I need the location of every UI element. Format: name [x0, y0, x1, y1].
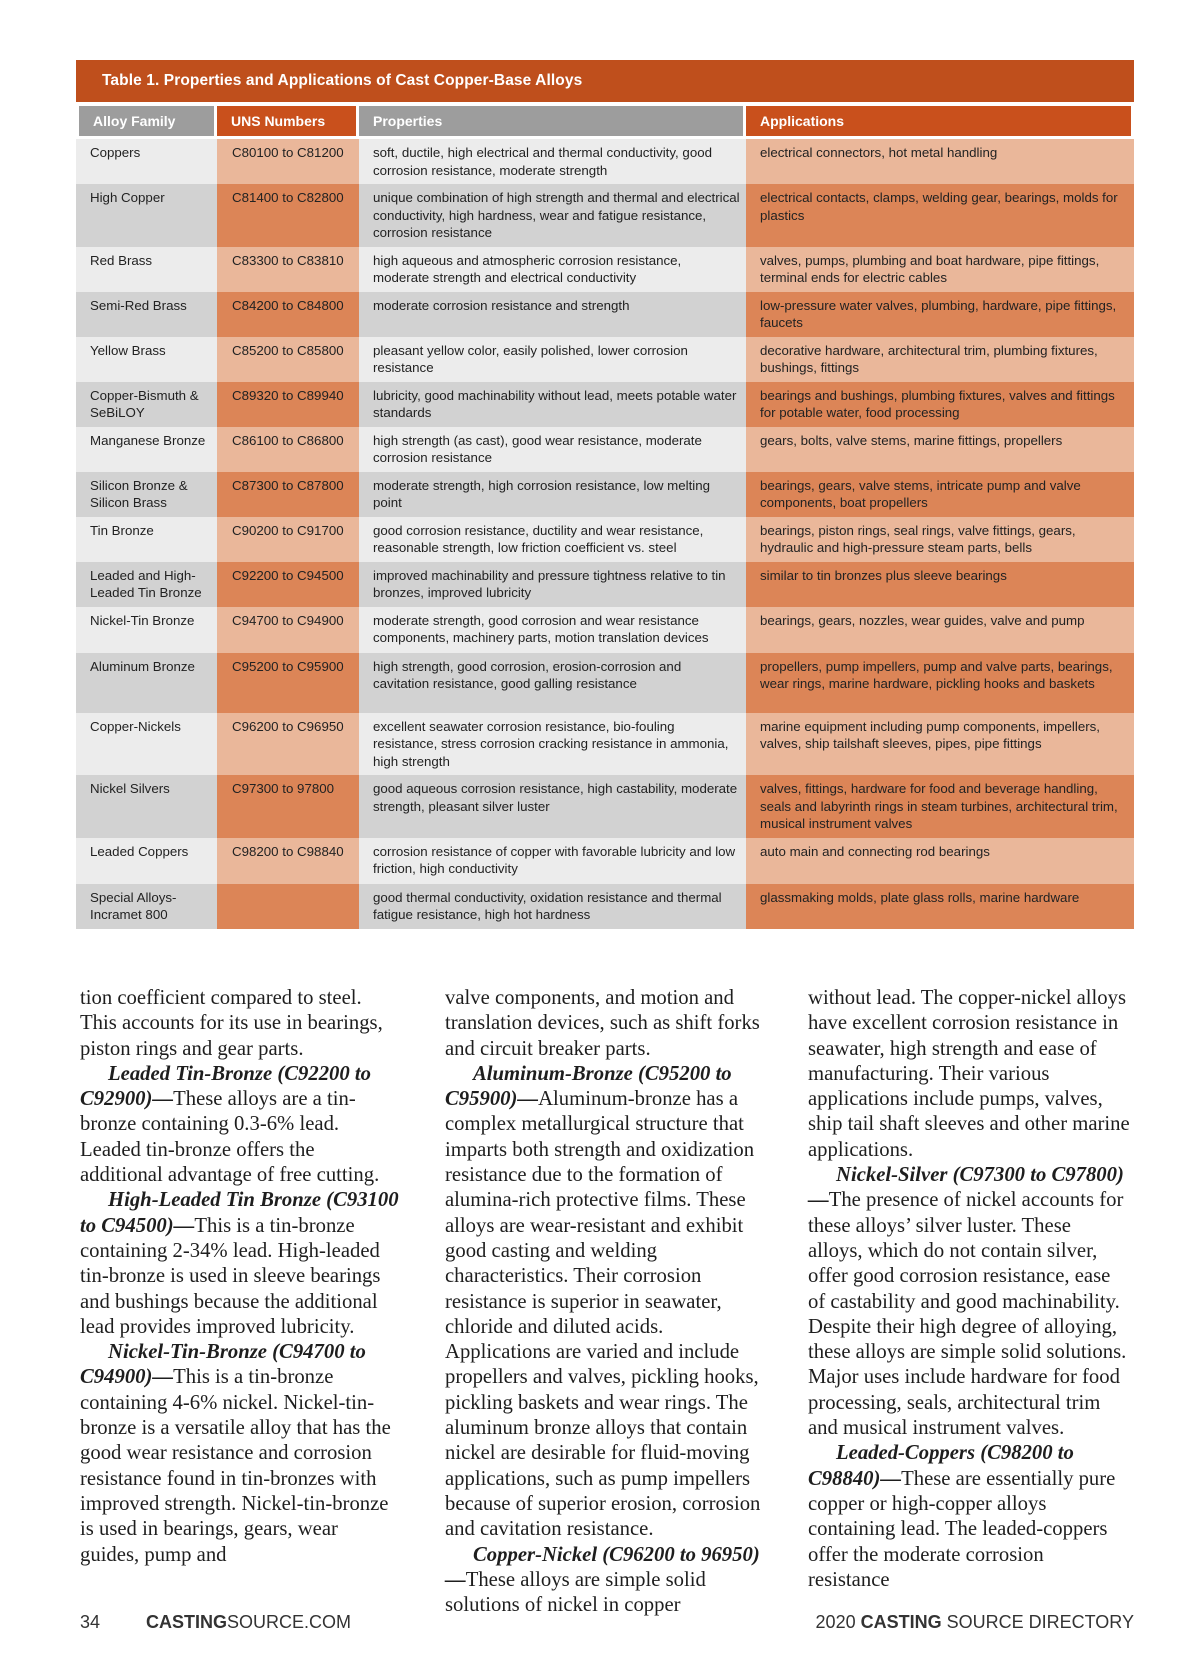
cell-uns-numbers: C95200 to C95900 — [217, 653, 359, 713]
paragraph-text: These alloys are simple solid solutions of nickel in copper — [445, 1568, 706, 1617]
table-row — [76, 382, 1134, 427]
cell-uns-numbers: C98200 to C98840 — [217, 838, 359, 884]
cell-properties: pleasant yellow color, easily polished, lower corrosion resistance — [359, 337, 746, 382]
table-row — [76, 653, 1134, 713]
footer-dir-bold: CASTING — [860, 1612, 942, 1632]
footer-site-bold: CASTING — [146, 1612, 227, 1632]
paragraph-text: Aluminum-bronze has a complex metallurgical structure that imparts both strength and oxidization resistance due to the formation of alumina-rich protective films. These alloys are wear-resistant and exhibit good casting and welding characteristics. Their corrosion resistance is superior in seawater, chloride and diluted acids. Applications are varied and include propellers and valves, pickling hooks, pickling baskets and wear rings. The aluminum bronze alloys that contain nickel are desirable for fluid-moving applications, such as pump impellers because of superior erosion, corrosion and cavitation resistance. — [445, 1088, 761, 1541]
cell-uns-numbers: C94700 to C94900 — [217, 607, 359, 653]
paragraph-heading: High-Leaded Tin Bronze (C93100 to C94500)— — [80, 1189, 399, 1237]
cell-uns-numbers — [217, 884, 359, 929]
cell-applications: glassmaking molds, plate glass rolls, marine hardware — [746, 884, 1134, 929]
cell-properties: soft, ductile, high electrical and thermal conductivity, good corrosion resistance, moderate strength — [359, 139, 746, 184]
paragraph-text: tion coefficient compared to steel. This accounts for its use in bearings, piston rings and gear parts. — [80, 987, 383, 1060]
cell-applications: valves, pumps, plumbing and boat hardware, pipe fittings, terminal ends for electric cables — [746, 247, 1134, 292]
cell-alloy-family: Leaded and High-Leaded Tin Bronze — [76, 562, 217, 607]
footer-site-rest: SOURCE.COM — [227, 1612, 352, 1632]
cell-uns-numbers: C96200 to C96950 — [217, 713, 359, 776]
header-uns-numbers: UNS Numbers — [217, 106, 359, 139]
table-header-row — [76, 106, 1134, 139]
cell-properties: moderate corrosion resistance and strength — [359, 292, 746, 337]
article-paragraph — [445, 1062, 767, 1543]
cell-properties: high strength, good corrosion, erosion-corrosion and cavitation resistance, good galling resistance — [359, 653, 746, 713]
footer-dir-rest: SOURCE DIRECTORY — [946, 1612, 1134, 1632]
cell-alloy-family: Yellow Brass — [76, 337, 217, 382]
cell-uns-numbers: C81400 to C82800 — [217, 184, 359, 247]
cell-uns-numbers: C97300 to 97800 — [217, 775, 359, 838]
cell-applications: propellers, pump impellers, pump and valve parts, bearings, wear rings, marine hardware, pickling hooks and baskets — [746, 653, 1134, 713]
paragraph-heading: Nickel-Silver (C97300 to C97800)— — [808, 1164, 1124, 1212]
cell-properties: unique combination of high strength and thermal and electrical conductivity, high hardness, wear and fatigue resistance, corrosion resistance — [359, 184, 746, 247]
table-row — [76, 184, 1134, 247]
table-row — [76, 472, 1134, 517]
cell-uns-numbers: C90200 to C91700 — [217, 517, 359, 562]
cell-properties: corrosion resistance of copper with favorable lubricity and low friction, high conductivity — [359, 838, 746, 884]
cell-alloy-family: High Copper — [76, 184, 217, 247]
page-number: 34 — [80, 1612, 101, 1632]
cell-properties: moderate strength, good corrosion and wear resistance components, machinery parts, motion translation devices — [359, 607, 746, 653]
cell-properties: high aqueous and atmospheric corrosion resistance, moderate strength and electrical conductivity — [359, 247, 746, 292]
article-paragraph — [808, 1441, 1130, 1593]
cell-properties: good aqueous corrosion resistance, high castability, moderate strength, pleasant silver luster — [359, 775, 746, 838]
paragraph-heading: Copper-Nickel (C96200 to 96950)— — [445, 1543, 760, 1591]
article-column-1 — [80, 986, 402, 1568]
cell-alloy-family: Silicon Bronze & Silicon Brass — [76, 472, 217, 517]
cell-alloy-family: Coppers — [76, 139, 217, 184]
article-body — [80, 986, 1134, 1617]
page-footer — [80, 1608, 1134, 1638]
cell-alloy-family: Semi-Red Brass — [76, 292, 217, 337]
cell-alloy-family: Nickel-Tin Bronze — [76, 607, 217, 653]
cell-alloy-family: Tin Bronze — [76, 517, 217, 562]
article-paragraph — [80, 1188, 402, 1340]
cell-applications: electrical connectors, hot metal handling — [746, 139, 1134, 184]
article-paragraph — [80, 1340, 402, 1568]
properties-table — [76, 106, 1134, 929]
cell-alloy-family: Nickel Silvers — [76, 775, 217, 838]
cell-uns-numbers: C92200 to C94500 — [217, 562, 359, 607]
table-row — [76, 562, 1134, 607]
paragraph-text: valve components, and motion and translation devices, such as shift forks and circuit breaker parts. — [445, 987, 760, 1060]
paragraph-heading: Aluminum-Bronze (C95200 to C95900)— — [445, 1062, 732, 1111]
cell-applications: decorative hardware, architectural trim, plumbing fixtures, bushings, fittings — [746, 337, 1134, 382]
paragraph-text: The presence of nickel accounts for these alloys’ silver luster. These alloys, which do not contain silver, offer good corrosion resistance, ease of castability and good machinability. Despite their high degree of alloying, these alloys are simple solid solutions. Major uses include hardware for food processing, seals, architectural trim and musical instrument valves. — [808, 1189, 1127, 1440]
cell-applications: gears, bolts, valve stems, marine fittings, propellers — [746, 427, 1134, 472]
cell-properties: excellent seawater corrosion resistance, bio-fouling resistance, stress corrosion cracking resistance in ammonia, high strength — [359, 713, 746, 776]
table-row — [76, 713, 1134, 776]
table-title: Table 1. Properties and Applications of Cast Copper-Base Alloys — [76, 60, 1134, 102]
cell-properties: moderate strength, high corrosion resistance, low melting point — [359, 472, 746, 517]
cell-uns-numbers: C86100 to C86800 — [217, 427, 359, 472]
article-paragraph — [445, 986, 767, 1062]
table-row — [76, 517, 1134, 562]
paragraph-text: This is a tin-bronze containing 2-34% lead. High-leaded tin-bronze is used in sleeve bearings and bushings because the additional lead provides improved lubricity. — [80, 1214, 381, 1338]
cell-alloy-family: Copper-Bismuth & SeBiLOY — [76, 382, 217, 427]
paragraph-heading: Leaded Tin-Bronze (C92200 to C92900)— — [80, 1062, 371, 1111]
article-paragraph — [808, 1163, 1130, 1441]
paragraph-text: These alloys are a tin-bronze containing 0.3-6% lead. Leaded tin-bronze offers the additional advantage of free cutting. — [80, 1088, 380, 1187]
cell-uns-numbers: C89320 to C89940 — [217, 382, 359, 427]
cell-uns-numbers: C80100 to C81200 — [217, 139, 359, 184]
cell-uns-numbers: C84200 to C84800 — [217, 292, 359, 337]
cell-alloy-family: Copper-Nickels — [76, 713, 217, 776]
cell-properties: lubricity, good machinability without lead, meets potable water standards — [359, 382, 746, 427]
cell-properties: high strength (as cast), good wear resistance, moderate corrosion resistance — [359, 427, 746, 472]
cell-applications: low-pressure water valves, plumbing, hardware, pipe fittings, faucets — [746, 292, 1134, 337]
cell-properties: improved machinability and pressure tightness relative to tin bronzes, improved lubricity — [359, 562, 746, 607]
cell-applications: auto main and connecting rod bearings — [746, 838, 1134, 884]
cell-applications: bearings, gears, nozzles, wear guides, valve and pump — [746, 607, 1134, 653]
article-paragraph — [80, 1062, 402, 1188]
header-alloy-family: Alloy Family — [76, 106, 217, 139]
table-row — [76, 292, 1134, 337]
cell-properties: good thermal conductivity, oxidation resistance and thermal fatigue resistance, high hot hardness — [359, 884, 746, 929]
paragraph-text: without lead. The copper-nickel alloys have excellent corrosion resistance in seawater, high strength and ease of manufacturing. Their various applications include pumps, valves, ship tail shaft sleeves and other marine applications. — [808, 987, 1130, 1161]
table-row — [76, 247, 1134, 292]
paragraph-heading: Nickel-Tin-Bronze (C94700 to C94900)— — [80, 1341, 366, 1389]
header-properties: Properties — [359, 106, 746, 139]
cell-applications: valves, fittings, hardware for food and beverage handling, seals and labyrinth rings in steam turbines, architectural trim, musical instrument valves — [746, 775, 1134, 838]
cell-uns-numbers: C83300 to C83810 — [217, 247, 359, 292]
cell-alloy-family: Leaded Coppers — [76, 838, 217, 884]
table-row — [76, 884, 1134, 929]
cell-applications: marine equipment including pump components, impellers, valves, ship tailshaft sleeves, pipes, pipe fittings — [746, 713, 1134, 776]
footer-site — [146, 1612, 351, 1633]
footer-directory — [816, 1612, 1134, 1633]
cell-applications: electrical contacts, clamps, welding gear, bearings, molds for plastics — [746, 184, 1134, 247]
paragraph-heading: Leaded-Coppers (C98200 to C98840)— — [808, 1442, 1074, 1490]
cell-uns-numbers: C85200 to C85800 — [217, 337, 359, 382]
cell-applications: bearings and bushings, plumbing fixtures, valves and fittings for potable water, food processing — [746, 382, 1134, 427]
cell-alloy-family: Manganese Bronze — [76, 427, 217, 472]
article-paragraph — [808, 986, 1130, 1163]
cell-alloy-family: Aluminum Bronze — [76, 653, 217, 713]
cell-applications: similar to tin bronzes plus sleeve bearings — [746, 562, 1134, 607]
table-row — [76, 427, 1134, 472]
table-row — [76, 607, 1134, 653]
cell-applications: bearings, piston rings, seal rings, valve fittings, gears, hydraulic and high-pressure steam parts, bells — [746, 517, 1134, 562]
alloy-table — [76, 60, 1134, 929]
paragraph-text: These are essentially pure copper or high-copper alloys containing lead. The leaded-coppers offer the moderate corrosion resistance — [808, 1467, 1116, 1591]
article-column-3 — [808, 986, 1130, 1593]
article-column-2 — [445, 986, 767, 1618]
article-paragraph — [80, 986, 402, 1062]
table-row — [76, 838, 1134, 884]
cell-properties: good corrosion resistance, ductility and wear resistance, reasonable strength, low friction coefficient vs. steel — [359, 517, 746, 562]
cell-uns-numbers: C87300 to C87800 — [217, 472, 359, 517]
paragraph-text: This is a tin-bronze containing 4-6% nickel. Nickel-tin-bronze is a versatile alloy that has the good wear resistance and corrosion resistance found in tin-bronzes with improved strength. Nickel-tin-bronze is used in bearings, gears, wear guides, pump and — [80, 1366, 391, 1566]
table-row — [76, 775, 1134, 838]
cell-alloy-family: Special Alloys-Incramet 800 — [76, 884, 217, 929]
cell-alloy-family: Red Brass — [76, 247, 217, 292]
table-row — [76, 337, 1134, 382]
table-row — [76, 139, 1134, 184]
footer-dir-year: 2020 — [815, 1612, 856, 1632]
header-applications: Applications — [746, 106, 1134, 139]
cell-applications: bearings, gears, valve stems, intricate pump and valve components, boat propellers — [746, 472, 1134, 517]
